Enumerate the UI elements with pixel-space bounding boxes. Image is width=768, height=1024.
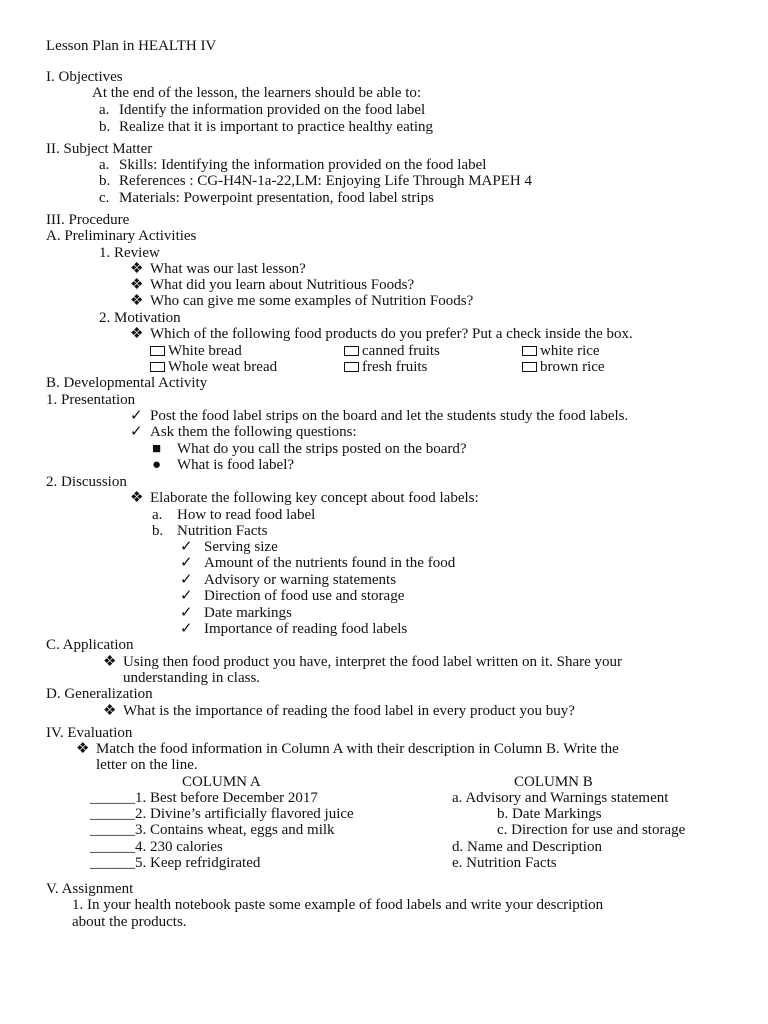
presentation-item: ✓ Ask them the following questions: xyxy=(130,424,357,440)
filled-square-icon: ■ xyxy=(152,441,162,457)
evaluation-heading: IV. Evaluation xyxy=(46,725,133,741)
column-b-header: COLUMN B xyxy=(514,774,593,790)
list-marker: b. xyxy=(99,119,111,135)
developmental-heading: B. Developmental Activity xyxy=(46,375,208,391)
assignment-heading: V. Assignment xyxy=(46,881,134,897)
application-heading: C. Application xyxy=(46,637,134,653)
choice-white-rice: white rice xyxy=(522,343,600,360)
subject-matter-heading: II. Subject Matter xyxy=(46,141,153,157)
review-item: ❖ What was our last lesson? xyxy=(130,261,306,277)
objective-item: b. Realize that it is important to practice healthy eating xyxy=(99,119,434,135)
diamond-bullet-icon: ❖ xyxy=(130,277,144,293)
check-mark-icon: ✓ xyxy=(180,605,193,621)
empty-checkbox-icon xyxy=(150,362,165,372)
diamond-bullet-icon: ❖ xyxy=(130,293,144,309)
subject-matter-item: c. Materials: Powerpoint presentation, food label strips xyxy=(99,190,434,206)
list-marker: a. xyxy=(99,102,110,118)
column-a-header: COLUMN A xyxy=(182,774,261,790)
check-mark-icon: ✓ xyxy=(180,572,193,588)
discussion-heading: 2. Discussion xyxy=(46,474,127,490)
discussion-intro: ❖ Elaborate the following key concept about food labels: xyxy=(130,490,479,506)
nutrition-fact-item: ✓ Advisory or warning statements xyxy=(180,572,397,588)
list-marker: a. xyxy=(152,507,163,523)
procedure-heading: III. Procedure xyxy=(46,212,130,228)
check-mark-icon: ✓ xyxy=(180,588,193,604)
choice-fresh-fruits: fresh fruits xyxy=(344,359,427,376)
assignment-text: 1. In your health notebook paste some example of food labels and write your description xyxy=(72,897,604,913)
list-marker: b. xyxy=(152,523,164,539)
column-b-item: b. Date Markings xyxy=(497,806,602,822)
review-item: ❖ What did you learn about Nutritious Foods? xyxy=(130,277,415,293)
column-a-item: ______3. Contains wheat, eggs and milk xyxy=(90,822,335,838)
filled-circle-icon: ● xyxy=(152,457,162,473)
presentation-heading: 1. Presentation xyxy=(46,392,136,408)
diamond-bullet-icon: ❖ xyxy=(103,654,117,670)
nutrition-fact-item: ✓ Date markings xyxy=(180,605,292,621)
column-a-item: ______5. Keep refridgirated xyxy=(90,855,261,871)
discussion-item: a. How to read food label xyxy=(152,507,316,523)
check-mark-icon: ✓ xyxy=(180,539,193,555)
empty-checkbox-icon xyxy=(150,346,165,356)
empty-checkbox-icon xyxy=(344,362,359,372)
empty-checkbox-icon xyxy=(522,362,537,372)
diamond-bullet-icon: ❖ xyxy=(130,261,144,277)
presentation-question: ■ What do you call the strips posted on the board? xyxy=(152,441,467,457)
application-text-cont: understanding in class. xyxy=(123,670,261,686)
column-b-item: a. Advisory and Warnings statement xyxy=(452,790,669,806)
column-b-item: e. Nutrition Facts xyxy=(452,855,557,871)
diamond-bullet-icon: ❖ xyxy=(76,741,90,757)
check-mark-icon: ✓ xyxy=(130,424,143,440)
choice-whole-weat-bread: Whole weat bread xyxy=(150,359,277,376)
list-marker: c. xyxy=(99,190,110,206)
empty-checkbox-icon xyxy=(344,346,359,356)
document-title: Lesson Plan in HEALTH IV xyxy=(46,38,217,54)
diamond-bullet-icon: ❖ xyxy=(130,490,144,506)
objectives-intro: At the end of the lesson, the learners should be able to: xyxy=(92,85,422,101)
discussion-item: b. Nutrition Facts xyxy=(152,523,268,539)
diamond-bullet-icon: ❖ xyxy=(130,326,144,342)
evaluation-instructions-cont: letter on the line. xyxy=(96,757,198,773)
choice-white-bread: White bread xyxy=(150,343,242,360)
column-a-item: ______1. Best before December 2017 xyxy=(90,790,318,806)
column-b-item: c. Direction for use and storage xyxy=(497,822,686,838)
empty-checkbox-icon xyxy=(522,346,537,356)
objectives-heading: I. Objectives xyxy=(46,69,123,85)
diamond-bullet-icon: ❖ xyxy=(103,703,117,719)
subject-matter-item: a. Skills: Identifying the information provided on the food label xyxy=(99,157,487,173)
list-marker: b. xyxy=(99,173,111,189)
application-text: ❖ Using then food product you have, interpret the food label written on it. Share your xyxy=(103,654,623,670)
review-heading: 1. Review xyxy=(99,245,160,261)
list-marker: a. xyxy=(99,157,110,173)
column-a-item: ______4. 230 calories xyxy=(90,839,223,855)
check-mark-icon: ✓ xyxy=(180,555,193,571)
motivation-prompt: ❖ Which of the following food products do you prefer? Put a check inside the box. xyxy=(130,326,633,342)
choice-brown-rice: brown rice xyxy=(522,359,605,376)
nutrition-fact-item: ✓ Direction of food use and storage xyxy=(180,588,405,604)
column-b-item: d. Name and Description xyxy=(452,839,602,855)
preliminary-heading: A. Preliminary Activities xyxy=(46,228,197,244)
subject-matter-item: b. References : CG-H4N-1a-22,LM: Enjoying Life Through MAPEH 4 xyxy=(99,173,532,189)
generalization-text: ❖ What is the importance of reading the food label in every product you buy? xyxy=(103,703,575,719)
choice-canned-fruits: canned fruits xyxy=(344,343,440,360)
review-item: ❖ Who can give me some examples of Nutrition Foods? xyxy=(130,293,474,309)
motivation-heading: 2. Motivation xyxy=(99,310,181,326)
check-mark-icon: ✓ xyxy=(130,408,143,424)
presentation-item: ✓ Post the food label strips on the board and let the students study the food labels. xyxy=(130,408,629,424)
column-a-item: ______2. Divine’s artificially flavored juice xyxy=(90,806,354,822)
presentation-question: ● What is food label? xyxy=(152,457,295,473)
assignment-text-cont: about the products. xyxy=(72,914,187,930)
generalization-heading: D. Generalization xyxy=(46,686,153,702)
objective-item: a. Identify the information provided on the food label xyxy=(99,102,426,118)
nutrition-fact-item: ✓ Importance of reading food labels xyxy=(180,621,408,637)
check-mark-icon: ✓ xyxy=(180,621,193,637)
evaluation-instructions: ❖ Match the food information in Column A with their description in Column B. Write the xyxy=(76,741,619,757)
nutrition-fact-item: ✓ Amount of the nutrients found in the food xyxy=(180,555,456,571)
nutrition-fact-item: ✓ Serving size xyxy=(180,539,278,555)
